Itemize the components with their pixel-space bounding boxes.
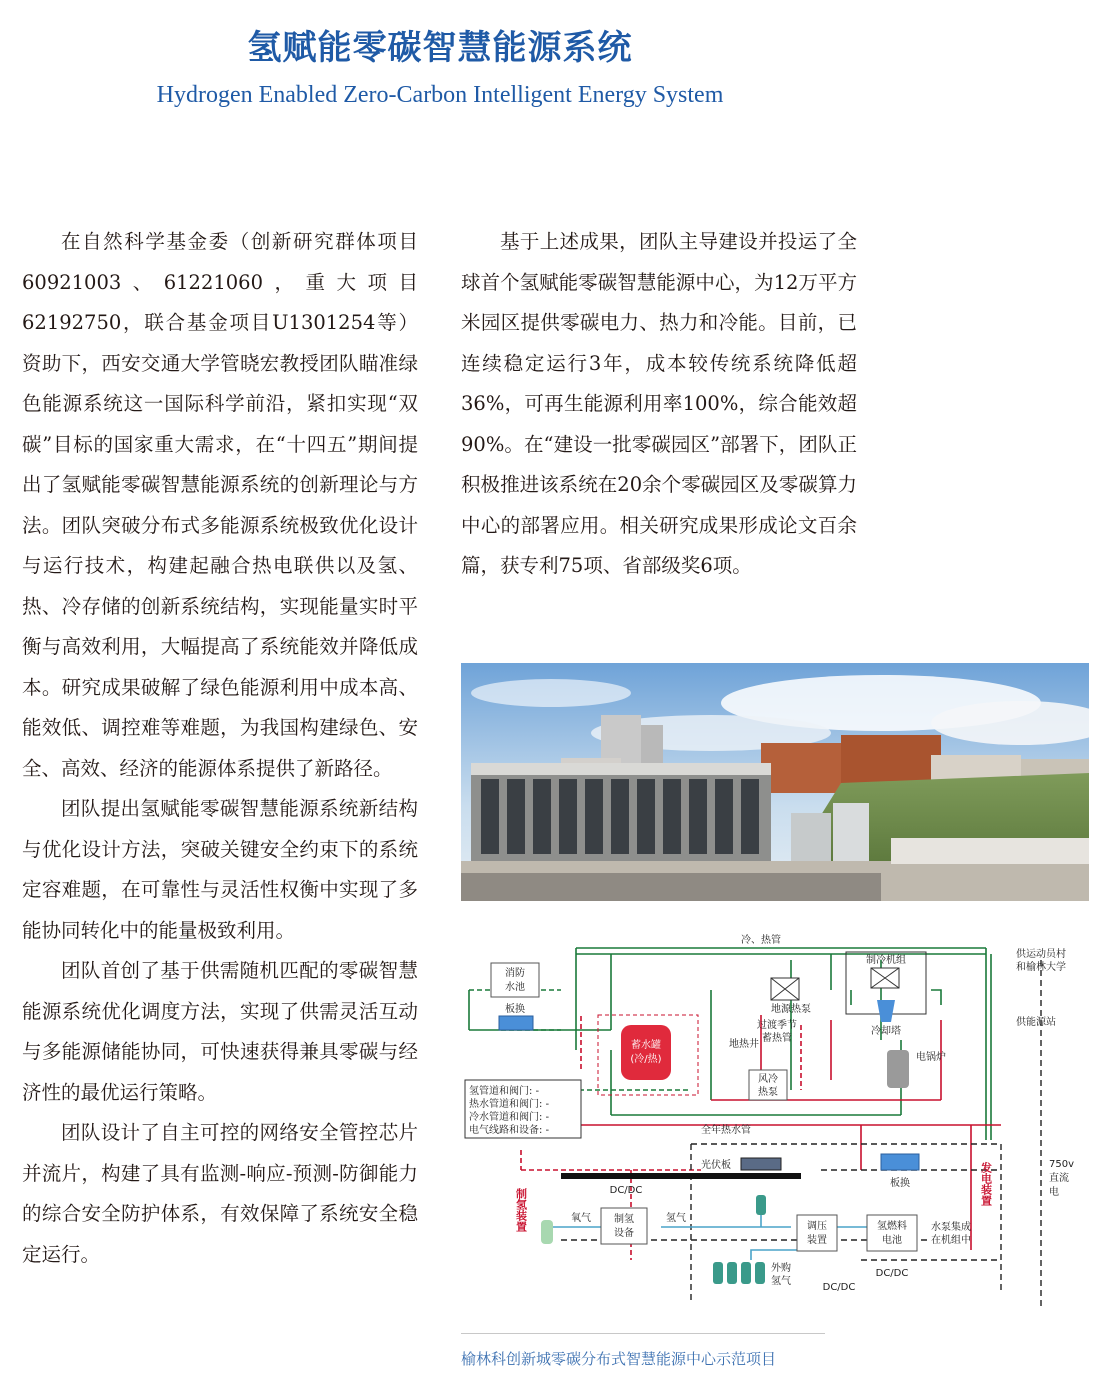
building-photo-illustration bbox=[461, 663, 1089, 901]
fuel-cell-label: 氢燃料 bbox=[877, 1221, 907, 1232]
pump-note-label: 水泵集成 bbox=[931, 1222, 971, 1233]
regulator-label: 调压 bbox=[807, 1221, 827, 1232]
paragraph: 基于上述成果，团队主导建设并投运了全球首个氢赋能零碳智慧能源中心，为12万平方米园区提供零碳电力、热力和冷能。目前，已连续稳定运行3年，成本较传统系统降低超36%，可再生能源利用率100%，综合能效超90%。在“建设一批零碳园区”部署下，团队正积极推进该系统在20余个零碳园区及零碳算力中心的部署应用。相关研究成果形成论文百余篇，获专利75项、省部级奖6项。 bbox=[461, 230, 857, 577]
storage-tank-label: 蓄水罐 bbox=[631, 1040, 661, 1051]
purchased-hydrogen-label: 外购 bbox=[771, 1263, 791, 1274]
supply-station-label: 供能源站 bbox=[1016, 1017, 1056, 1028]
air-heat-pump-label: 风冷 bbox=[758, 1074, 778, 1085]
system-schematic-diagram bbox=[461, 930, 1089, 1322]
pump-note-label: 在机组中 bbox=[931, 1235, 971, 1246]
dcdc-fuel-cell-label: DC/DC bbox=[875, 1268, 909, 1279]
air-heat-pump-label: 热泵 bbox=[758, 1087, 778, 1098]
chiller-label: 制冷机组 bbox=[866, 955, 906, 966]
paragraph: 团队设计了自主可控的网络安全管控芯片并流片，构建了具有监测-响应-预测-防御能力的综合安全防护体系，有效保障了系统安全稳定运行。 bbox=[22, 1121, 418, 1266]
dcdc-bottom-label: DC/DC bbox=[822, 1282, 856, 1293]
left-text-column bbox=[22, 222, 418, 1275]
fuel-cell-label: 电池 bbox=[882, 1235, 902, 1246]
legend-electric: 电气线路和设备: - bbox=[469, 1125, 550, 1136]
electric-boiler-label: 电锅炉 bbox=[916, 1052, 946, 1063]
plate-exchanger-2-label: 板换 bbox=[890, 1178, 910, 1189]
fire-pool-label: 消防 bbox=[505, 968, 525, 979]
ground-heat-pump-label: 地源热泵 bbox=[771, 1004, 811, 1015]
dc-750v-label: 750v bbox=[1049, 1159, 1075, 1170]
legend-hot-water: 热水管道和阀门: - bbox=[469, 1099, 550, 1110]
transition-season-label: 蓄热管 bbox=[762, 1033, 792, 1044]
right-text-column bbox=[461, 222, 857, 587]
page-title: 氢赋能零碳智慧能源系统 bbox=[247, 28, 633, 68]
dc-750v-label: 直流 bbox=[1049, 1173, 1069, 1184]
cooling-tower-label: 冷却塔 bbox=[871, 1026, 901, 1037]
paragraph: 团队提出氢赋能零碳智慧能源系统新结构与优化设计方法，突破关键安全约束下的系统定容难题，在可靠性与灵活性权衡中实现了多能协同转化中的能量极致利用。 bbox=[22, 797, 418, 942]
h2-device-label: 设备 bbox=[614, 1228, 634, 1239]
legend-cold-water: 冷水管道和阀门: - bbox=[469, 1112, 550, 1123]
purchased-hydrogen-label: 氢气 bbox=[771, 1276, 791, 1287]
geothermal-well-label: 地热井 bbox=[729, 1039, 759, 1050]
figure-caption: 榆林科创新城零碳分布式智慧能源中心示范项目 bbox=[461, 1350, 777, 1368]
fire-pool-label: 水池 bbox=[505, 982, 525, 993]
pv-panel-label: 光伏板 bbox=[701, 1160, 731, 1171]
hydrogen-label: 氢气 bbox=[666, 1213, 686, 1224]
legend-hydrogen: 氢管道和阀门: - bbox=[469, 1086, 540, 1097]
page-subtitle-english: Hydrogen Enabled Zero-Carbon Intelligent Energy System bbox=[156, 82, 724, 108]
paragraph: 在自然科学基金委（创新研究群体项目60921003、61221060，重大项目62192750，联合基金项目U1301254等）资助下，西安交通大学管晓宏教授团队瞄准绿色能源系统这一国际科学前沿，紧扣实现“双碳”目标的国家重大需求，在“十四五”期间提出了氢赋能零碳智慧能源系统的创新理论与方法。团队突破分布式多能源系统极致优化设计与运行技术，构建起融合热电联供以及氢、热、冷存储的创新系统结构，实现能量实时平衡与高效利用，大幅提高了系统能效并降低成本。研究成果破解了绿色能源利用中成本高、能效低、调控难等难题，为我国构建绿色、安全、高效、经济的能源体系提供了新路径。 bbox=[22, 230, 418, 780]
caption-divider bbox=[461, 1333, 825, 1334]
plate-exchanger-label: 板换 bbox=[505, 1004, 525, 1015]
supply-university-label: 和榆林大学 bbox=[1016, 962, 1066, 973]
regulator-label: 装置 bbox=[807, 1235, 827, 1246]
h2-device-label: 制氢 bbox=[614, 1214, 634, 1225]
dcdc-top-label: DC/DC bbox=[609, 1185, 643, 1196]
schematic-svg bbox=[461, 930, 1089, 1322]
oxygen-label: 氧气 bbox=[571, 1213, 591, 1224]
transition-season-label: 过渡季节 bbox=[757, 1020, 797, 1031]
storage-tank-label: (冷/热) bbox=[630, 1054, 662, 1065]
power-device-label: 发电装置 bbox=[979, 1162, 993, 1206]
energy-center-photo bbox=[461, 663, 1089, 901]
supply-village-label: 供运动员村 bbox=[1016, 949, 1066, 960]
cold-heat-pipe-label: 冷、热管 bbox=[741, 935, 781, 946]
paragraph: 团队首创了基于供需随机匹配的零碳智慧能源系统优化调度方法，实现了供需灵活互动与多能源储能协同，可快速获得兼具零碳与经济性的最优运行策略。 bbox=[22, 959, 418, 1104]
dc-750v-label: 电 bbox=[1049, 1187, 1059, 1198]
all-year-pipe-label: 全年热水管 bbox=[701, 1125, 751, 1136]
hydrogen-making-device-label: 制氢装置 bbox=[514, 1188, 528, 1232]
